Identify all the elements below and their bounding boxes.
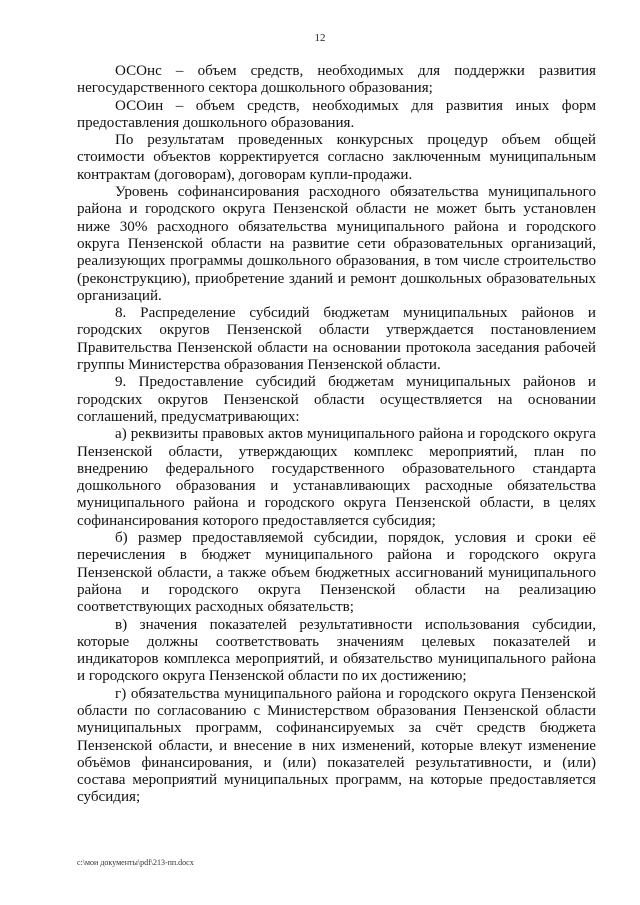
- page-number: 12: [314, 32, 326, 44]
- paragraph-subitem-a: а) реквизиты правовых актов муниципального района и городского округа Пензенской области, утверждающих комплекс мероприятий, план по внедрению федерального государственного образовательного стандарта дошкольного образования и устанавливающих расходные обязательства муниципального района и городского округа Пензенской области, в целях софинансирования которого предоставляется субсидия;: [77, 426, 596, 529]
- paragraph-procedures: По результатам проведенных конкурсных процедур объем общей стоимости объектов корректируется согласно заключенным муниципальным контрактам (договорам), договорам купли-продажи.: [77, 132, 596, 183]
- paragraph-osoin: ОСОин – объем средств, необходимых для развития иных форм предоставления дошкольного образования.: [77, 97, 596, 131]
- footer-file-path: c:\мои документы\pdf\213-пп.docx: [77, 858, 194, 867]
- paragraph-subitem-g: г) обязательства муниципального района и городского округа Пензенской области по согласованию с Министерством образования Пензенской области муниципальных программ, софинансируемых за счёт средств бюджета Пензенской области, и внесение в них изменений, которые влекут изменение объёмов финансирования, и (или) показателей результативности, и (или) состава мероприятий муниципальных программ, на которые предоставляется субсидия;: [77, 685, 596, 806]
- paragraph-item-8: 8. Распределение субсидий бюджетам муниципальных районов и городских округов Пензенской области утверждается постановлением Правительства Пензенской области на основании протокола заседания рабочей группы Министерства образования Пензенской области.: [77, 305, 596, 374]
- paragraph-subitem-b: б) размер предоставляемой субсидии, порядок, условия и сроки её перечисления в бюджет муниципального района и городского округа Пензенской области, а также объем бюджетных ассигнований муниципального района и городского округа Пензенской области на реализацию соответствующих расходных обязательств;: [77, 530, 596, 616]
- paragraph-subitem-v: в) значения показателей результативности использования субсидии, которые должны соответствовать значениям целевых показателей и индикаторов комплекса мероприятий, и обязательство муниципального района и городского округа Пензенской области по их достижению;: [77, 616, 596, 685]
- paragraph-item-9: 9. Предоставление субсидий бюджетам муниципальных районов и городских округов Пензенской области осуществляется на основании соглашений, предусматривающих:: [77, 374, 596, 425]
- paragraph-osons: ОСОнс – объем средств, необходимых для поддержки развития негосударственного сектора дошкольного образования;: [77, 63, 596, 97]
- paragraph-cofinancing-level: Уровень софинансирования расходного обязательства муниципального района и городского округа Пензенской области не может быть установлен ниже 30% расходного обязательства муниципального района и городского округа Пензенской области на развитие сети образовательных организаций, реализующих программы дошкольного образования, в том числе строительство (реконструкцию), приобретение зданий и ремонт дошкольных образовательных организаций.: [77, 184, 596, 304]
- document-body: [77, 63, 596, 807]
